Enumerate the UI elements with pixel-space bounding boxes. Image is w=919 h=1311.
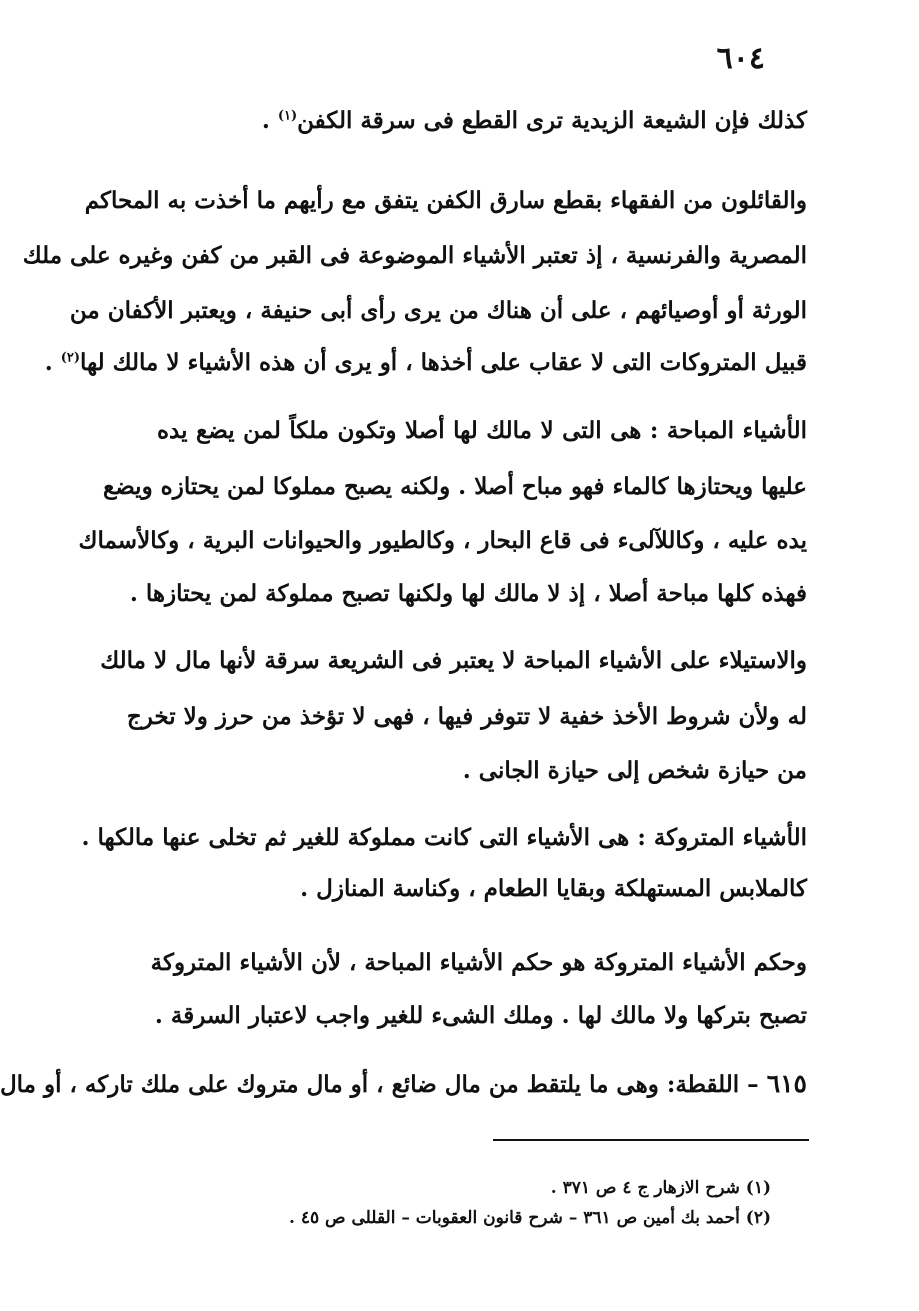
text-span: : هى الأشياء التى كانت مملوكة للغير ثم تخلى عنها مالكها . <box>81 824 654 851</box>
term-heading: الأشياء المتروكة <box>653 824 807 851</box>
footnote-marker: (١) <box>745 1178 771 1198</box>
term-heading: الأشياء المباحة <box>666 417 808 444</box>
text-span: . <box>44 349 61 376</box>
footnote-2 <box>161 1203 771 1233</box>
footnote-text: أحمد بك أمين ص ٣٦١ – شرح قانون العقوبات – القللى ص ٤٥ . <box>289 1208 746 1228</box>
footnote-text: شرح الازهار ج ٤ ص ٣٧١ . <box>550 1178 746 1198</box>
paragraph-2-line-4 <box>44 343 807 383</box>
paragraph-6-line-2: تصبح بتركها ولا مالك لها . وملك الشىء للغير واجب لاعتبار السرقة . <box>154 1002 807 1029</box>
footnote-1 <box>161 1173 771 1203</box>
term-heading: – اللقطة <box>675 1071 767 1098</box>
paragraph-6-line-1: وحكم الأشياء المتروكة هو حكم الأشياء المباحة ، لأن الأشياء المتروكة <box>150 949 807 976</box>
paragraph-1-line-1 <box>157 101 807 141</box>
section-number: ٦١٥ <box>766 1069 807 1098</box>
paragraph-3-line-3: يده عليه ، وكاللآلىء فى قاع البحار ، وكالطيور والحيوانات البرية ، وكالأسماك <box>78 527 807 554</box>
page-number: ٦٠٤ <box>716 41 765 76</box>
text-span: : وهى ما يلتقط من مال ضائع ، أو مال متروك على ملك تاركه ، أو مال <box>0 1071 676 1098</box>
text-span: كذلك فإن الشيعة الزيدية ترى القطع فى سرقة الكفن <box>297 107 807 134</box>
text-span: قبيل المتروكات التى لا عقاب على أخذها ، أو يرى أن هذه الأشياء لا مالك لها <box>80 349 807 376</box>
paragraph-3-line-4: فهذه كلها مباحة أصلا ، إذ لا مالك لها ولكنها تصبح مملوكة لمن يحتازها . <box>129 580 807 607</box>
paragraph-4-line-1: والاستيلاء على الأشياء المباحة لا يعتبر فى الشريعة سرقة لأنها مال لا مالك <box>100 647 807 674</box>
paragraph-4-line-3: من حيازة شخص إلى حيازة الجانى . <box>462 757 807 784</box>
paragraph-7-line-1 <box>0 1064 807 1105</box>
footnote-marker: (٢) <box>745 1208 771 1228</box>
paragraph-2-line-2: المصرية والفرنسية ، إذ تعتبر الأشياء الموضوعة فى القبر من كفن وغيره على ملك <box>22 242 807 269</box>
text-span: : هى التى لا مالك لها أصلا وتكون ملكاً لمن يضع يده <box>157 417 667 444</box>
paragraph-5-line-2: كالملابس المستهلكة وبقايا الطعام ، وكناسة المنازل . <box>300 875 807 902</box>
paragraph-4-line-2: له ولأن شروط الأخذ خفية لا تتوفر فيها ، فهى لا تؤخذ من حرز ولا تخرج <box>126 703 807 730</box>
paragraph-3-line-1 <box>157 411 807 451</box>
paragraph-5-line-1 <box>81 818 807 858</box>
paragraph-3-line-2: عليها ويحتازها كالماء فهو مباح أصلا . ولكنه يصبح مملوكا لمن يحتازه ويضع <box>102 473 807 500</box>
paragraph-2-line-3: الورثة أو أوصيائهم ، على أن هناك من يرى رأى أبى حنيفة ، ويعتبر الأكفان من <box>69 297 807 324</box>
footnote-divider <box>493 1139 809 1141</box>
text-span: . <box>261 107 278 134</box>
footnote-ref-1: (١) <box>277 108 298 124</box>
footnote-ref-2: (٢) <box>60 350 81 366</box>
paragraph-2-line-1: والقائلون من الفقهاء بقطع سارق الكفن يتفق مع رأيهم ما أخذت به المحاكم <box>84 187 807 214</box>
